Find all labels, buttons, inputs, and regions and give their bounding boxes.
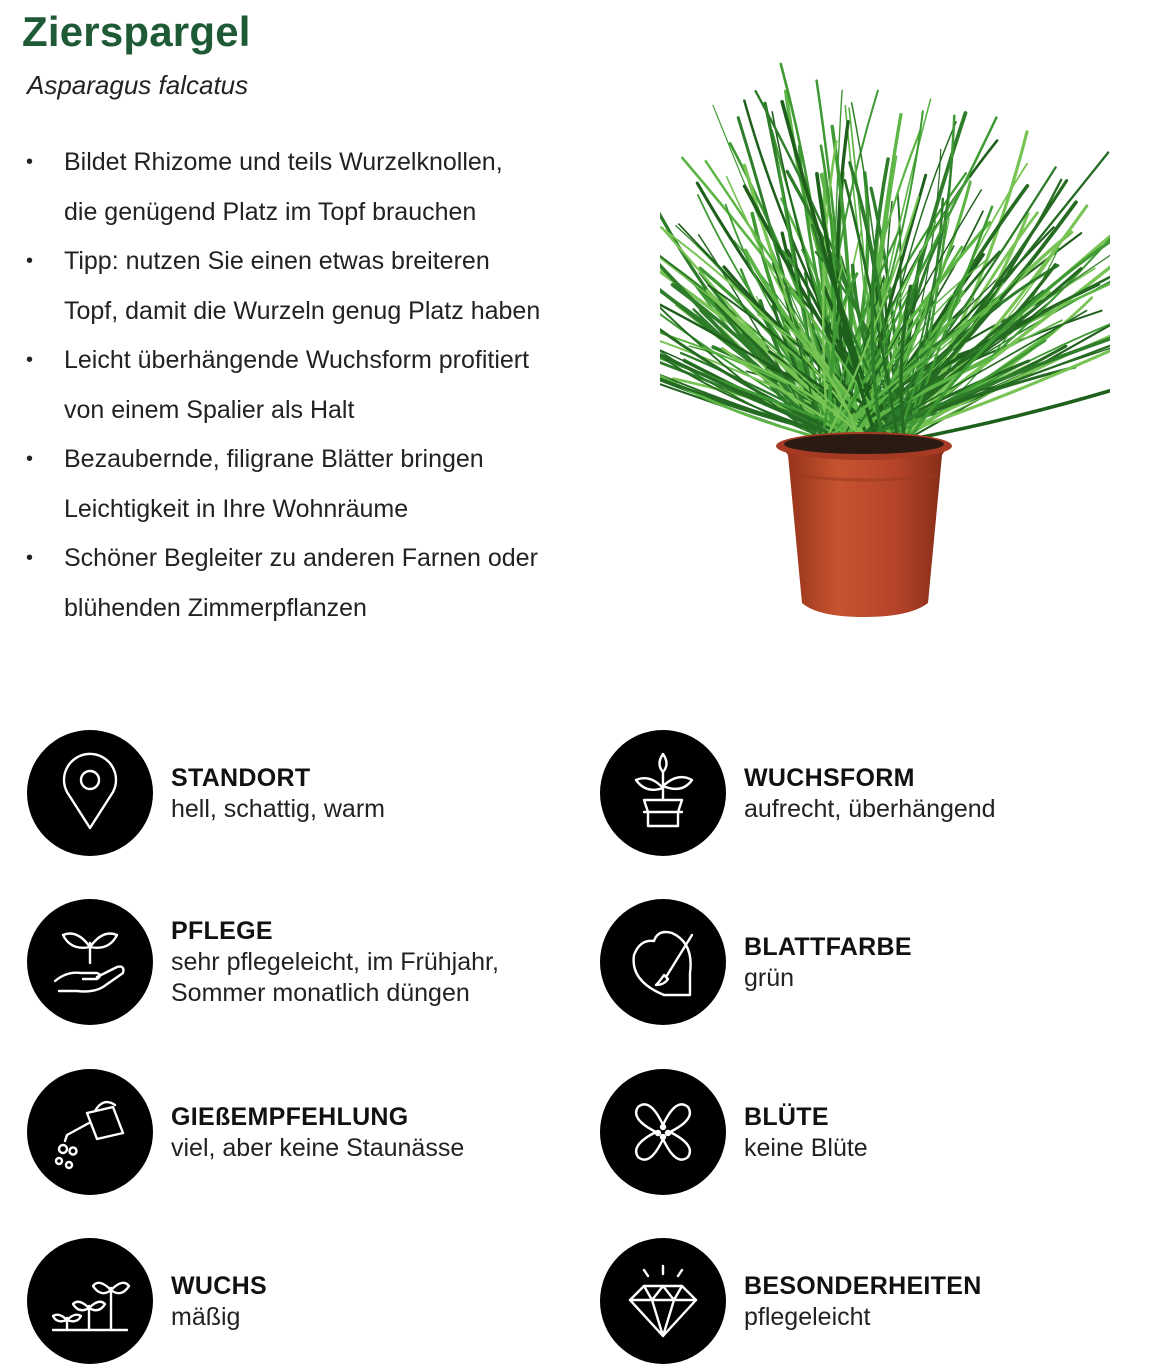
- leaf-brush-icon: [600, 899, 726, 1025]
- list-item-line: die genügend Platz im Topf brauchen: [64, 197, 477, 226]
- growth-seedlings-icon: [27, 1238, 153, 1364]
- property-value: viel, aber keine Staunässe: [171, 1133, 465, 1162]
- page-title: Zierspargel: [22, 8, 251, 55]
- list-item-line: Leicht überhängende Wuchsform profitiert: [64, 346, 530, 374]
- list-item-line: Schöner Begleiter zu anderen Farnen oder: [64, 544, 538, 572]
- list-item-line: Bildet Rhizome und teils Wurzelknollen,: [64, 148, 503, 176]
- list-item-line: Tipp: nutzen Sie einen etwas breiteren: [64, 247, 490, 275]
- property-standort: [27, 730, 385, 856]
- property-label: BLATTFARBE: [744, 932, 912, 961]
- property-bluete: [600, 1069, 868, 1195]
- property-label: BESONDERHEITEN: [744, 1271, 982, 1300]
- property-besonderheiten: [600, 1238, 982, 1364]
- potted-plant-icon: [600, 730, 726, 856]
- property-label: WUCHSFORM: [744, 763, 915, 792]
- property-wuchs: [27, 1238, 267, 1364]
- property-label: STANDORT: [171, 763, 311, 792]
- property-value: pflegeleicht: [744, 1302, 871, 1331]
- property-giessempfehlung: [27, 1069, 464, 1195]
- property-value: aufrecht, überhängend: [744, 794, 996, 823]
- diamond-icon: [600, 1238, 726, 1364]
- property-value: sehr pflegeleicht, im Frühjahr, Sommer monatlich düngen: [171, 948, 499, 1007]
- bullet-icon: •: [26, 547, 34, 569]
- list-item-line: Leichtigkeit in Ihre Wohnräume: [64, 494, 409, 523]
- flower-icon: [600, 1069, 726, 1195]
- list-item-line: Bezaubernde, filigrane Blätter bringen: [64, 445, 484, 473]
- property-value: hell, schattig, warm: [171, 794, 385, 823]
- property-value: grün: [744, 963, 795, 992]
- list-item-line: von einem Spalier als Halt: [64, 395, 355, 424]
- bullet-icon: •: [26, 250, 34, 272]
- property-value: keine Blüte: [744, 1133, 868, 1162]
- property-label: WUCHS: [171, 1271, 267, 1300]
- botanical-name: Asparagus falcatus: [27, 70, 249, 100]
- property-pflege: [27, 899, 499, 1025]
- property-blattfarbe: [600, 899, 912, 1025]
- bullet-icon: •: [26, 349, 34, 371]
- location-pin-icon: [27, 730, 153, 856]
- property-label: GIEßEMPFEHLUNG: [171, 1102, 409, 1131]
- watering-can-icon: [27, 1069, 153, 1195]
- property-wuchsform: [600, 730, 996, 856]
- list-item-line: blühenden Zimmerpflanzen: [64, 593, 367, 622]
- list-item-line: Topf, damit die Wurzeln genug Platz haben: [64, 296, 541, 325]
- bullet-icon: •: [26, 151, 34, 173]
- hand-sprout-icon: [27, 899, 153, 1025]
- property-value: mäßig: [171, 1302, 241, 1331]
- bullet-icon: •: [26, 448, 34, 470]
- property-label: BLÜTE: [744, 1102, 829, 1131]
- property-label: PFLEGE: [171, 917, 273, 945]
